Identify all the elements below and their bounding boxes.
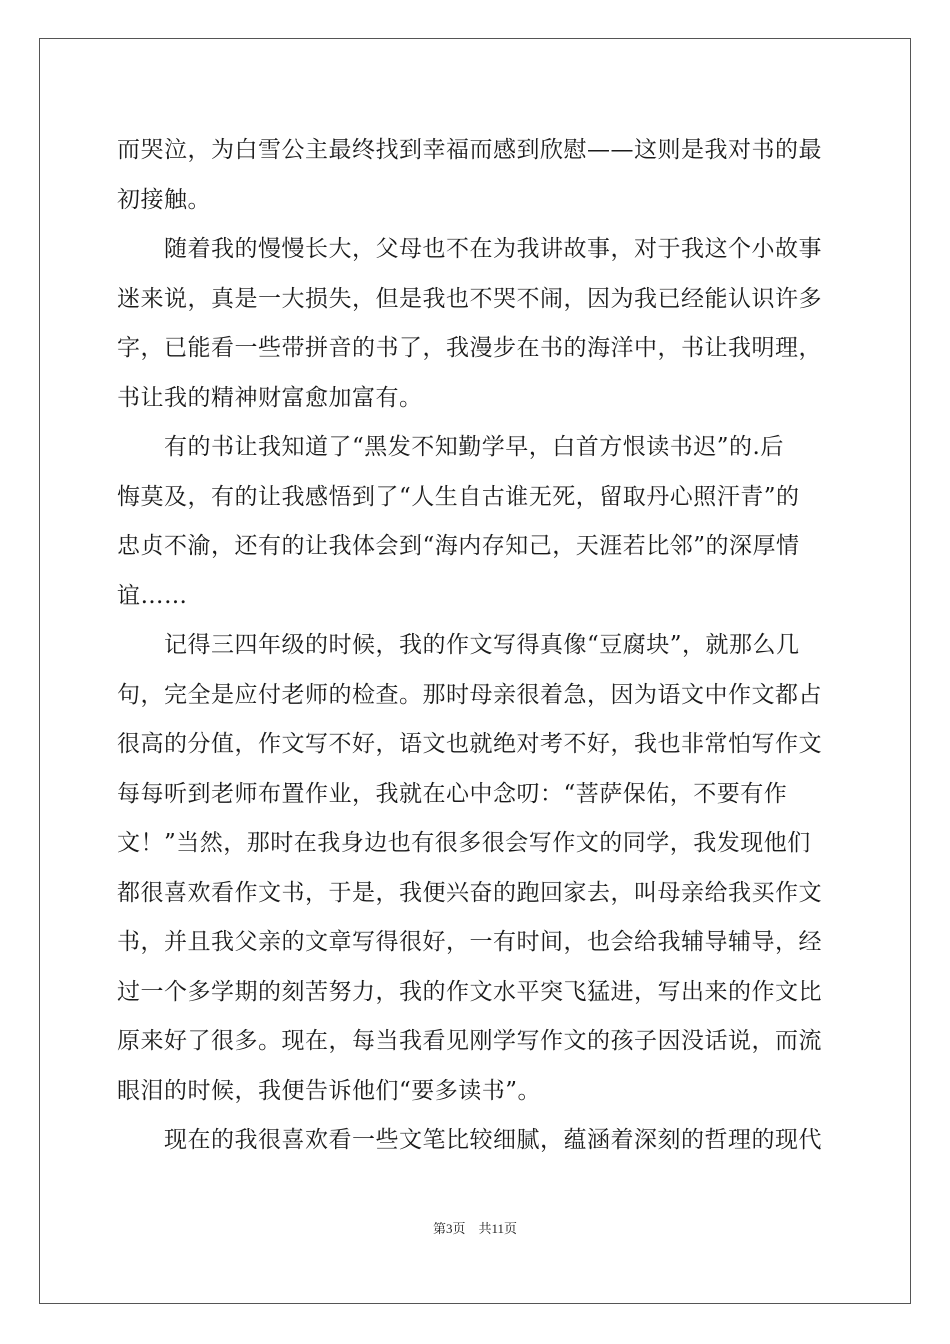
paragraph-1-line-2: 字，已能看一些带拼音的书了，我漫步在书的海洋中，书让我明理， bbox=[117, 335, 822, 361]
document-body bbox=[117, 126, 833, 1166]
paragraph-0-line-1: 初接触。 bbox=[117, 186, 211, 213]
paragraph-0-line-0: 而哭泣，为白雪公主最终找到幸福而感到欣慰——这则是我对书的最 bbox=[117, 137, 822, 163]
paragraph-3-line-7: 过一个多学期的刻苦努力，我的作文水平突飞猛进，写出来的作文比 bbox=[117, 978, 822, 1005]
paragraph-3-line-9: 眼泪的时候，我便告诉他们“要多读书”。 bbox=[117, 1077, 542, 1104]
paragraph-1-line-1: 迷来说，真是一大损失，但是我也不哭不闹，因为我已经能认识许多 bbox=[117, 285, 822, 312]
paragraph-1-line-0: 随着我的慢慢长大，父母也不在为我讲故事，对于我这个小故事 bbox=[164, 236, 822, 262]
page-number-footer: 第3页 共11页 bbox=[432, 1221, 518, 1236]
paragraph-3-line-4: 文！”当然，那时在我身边也有很多很会写作文的同学，我发现他们 bbox=[117, 830, 811, 856]
paragraph-3-line-8: 原来好了很多。现在，每当我看见刚学写作文的孩子因没话说，而流 bbox=[117, 1028, 822, 1054]
paragraph-3-line-2: 很高的分值，作文写不好，语文也就绝对考不好，我也非常怕写作文 bbox=[117, 731, 822, 757]
paragraph-3-line-1: 句，完全是应付老师的检查。那时母亲很着急，因为语文中作文都占 bbox=[117, 681, 822, 708]
paragraph-2-line-2: 忠贞不渝，还有的让我体会到“海内存知己，天涯若比邻”的深厚情 bbox=[117, 533, 800, 559]
paragraph-3-line-5: 都很喜欢看作文书，于是，我便兴奋的跑回家去，叫母亲给我买作文 bbox=[117, 879, 822, 906]
paragraph-3-line-0: 记得三四年级的时候，我的作文写得真像“豆腐块”，就那么几 bbox=[164, 632, 800, 658]
paragraph-3-line-3: 每每听到老师布置作业，我就在心中念叨：“菩萨保佑，不要有作 bbox=[117, 780, 788, 807]
paragraph-1-line-3: 书让我的精神财富愈加富有。 bbox=[117, 384, 423, 411]
paragraph-3-line-6: 书，并且我父亲的文章写得很好，一有时间，也会给我辅导辅导，经 bbox=[117, 929, 822, 955]
paragraph-4-line-0: 现在的我很喜欢看一些文笔比较细腻，蕴涵着深刻的哲理的现代 bbox=[164, 1127, 822, 1153]
paragraph-2-line-0: 有的书让我知道了“黑发不知勤学早，白首方恨读书迟”的.后 bbox=[164, 434, 784, 460]
paragraph-2-line-1: 悔莫及，有的让我感悟到了“人生自古谁无死，留取丹心照汗青”的 bbox=[117, 483, 800, 510]
paragraph-2-line-3: 谊…… bbox=[117, 582, 188, 609]
